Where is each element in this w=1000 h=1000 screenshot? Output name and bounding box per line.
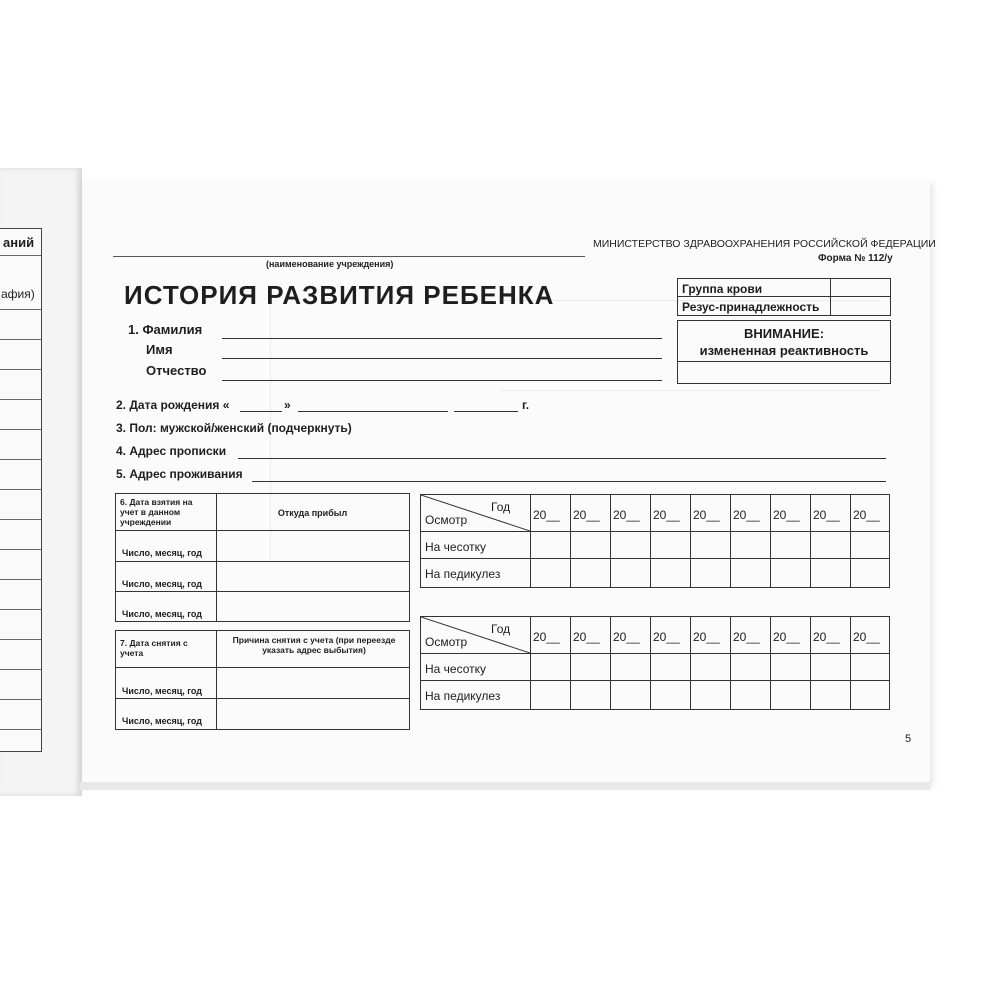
arrived-from-header: Откуда прибыл [277,508,348,518]
year-cell[interactable]: 20__ [693,508,720,522]
year-cell[interactable]: 20__ [813,630,840,644]
birth-year-suffix: г. [522,398,530,412]
page-title: ИСТОРИЯ РАЗВИТИЯ РЕБЕНКА [124,280,555,310]
name-label: Имя [146,342,173,357]
year-cell[interactable]: 20__ [773,630,800,644]
surname-label: 1. Фамилия [128,322,203,337]
patronymic-label: Отчество [146,363,207,378]
attention-subheading: измененная реактивность [699,343,869,358]
exam-label: Осмотр [425,635,468,649]
year-cell[interactable]: 20__ [733,630,760,644]
year-cell[interactable]: 20__ [533,630,560,644]
registration-date-row-3: Число, месяц, год [122,609,203,619]
removal-reason-header: Причина снятия с учета (при переезде указать адрес выбытия) [232,635,396,655]
birth-month-field[interactable] [298,411,448,412]
attention-heading: ВНИМАНИЕ: [743,326,825,341]
page-number: 5 [905,733,912,745]
exam-label: Осмотр [425,513,468,527]
year-cell[interactable]: 20__ [613,508,640,522]
birth-date-close-quote: » [284,398,291,412]
birth-year-field[interactable] [454,411,518,412]
blood-group-label: Группа крови [682,282,763,296]
left-page-subheader-fragment: афия) [1,287,35,301]
exam-table-2 [420,616,890,710]
form-number: Форма № 112/у [818,253,893,264]
registration-date-header: 6. Дата взятия на учет в данном учреждении [120,497,193,527]
removal-date-row-2: Число, месяц, год [122,716,203,726]
sex-label: 3. Пол: мужской/женский (подчеркнуть) [116,421,352,435]
patronymic-field-line[interactable] [222,380,662,381]
removal-table [115,630,410,730]
surname-field-line[interactable] [222,338,662,339]
year-label: Год [491,622,511,636]
year-cell[interactable]: 20__ [813,508,840,522]
left-page-header-fragment: аний [3,235,35,250]
scabies-row-label: На чесотку [425,662,487,676]
year-cell[interactable]: 20__ [653,508,680,522]
year-cell[interactable]: 20__ [573,508,600,522]
year-label: Год [491,500,511,514]
year-cell[interactable]: 20__ [533,508,560,522]
registration-address-field[interactable] [238,458,886,459]
year-cell[interactable]: 20__ [573,630,600,644]
removal-date-row-1: Число, месяц, год [122,686,203,696]
year-cell[interactable]: 20__ [653,630,680,644]
bleed-through-line [500,390,880,391]
birth-day-field[interactable] [240,411,282,412]
left-page-table [0,228,42,752]
residence-address-label: 5. Адрес проживания [116,467,243,481]
scabies-row-label: На чесотку [425,540,487,554]
year-cell[interactable]: 20__ [693,630,720,644]
year-cell[interactable]: 20__ [733,508,760,522]
lice-row-label: На педикулез [425,689,501,703]
residence-address-field[interactable] [252,481,886,482]
year-cell[interactable]: 20__ [853,508,880,522]
blood-box [677,278,891,316]
institution-caption: (наименование учреждения) [266,259,394,269]
rhesus-label: Резус-принадлежность [682,300,820,314]
registration-address-label: 4. Адрес прописки [116,444,227,458]
year-cell[interactable]: 20__ [773,508,800,522]
registration-date-row-1: Число, месяц, год [122,548,203,558]
registration-date-row-2: Число, месяц, год [122,579,203,589]
removal-date-header: 7. Дата снятия с учета [120,638,188,658]
institution-name-line [113,256,585,257]
year-cell[interactable]: 20__ [613,630,640,644]
attention-box [677,320,891,384]
ministry-header: МИНИСТЕРСТВО ЗДРАВООХРАНЕНИЯ РОССИЙСКОЙ ФЕДЕРАЦИИ [593,238,936,250]
page-edge [80,782,930,790]
lice-row-label: На педикулез [425,567,501,581]
name-field-line[interactable] [222,358,662,359]
registration-table [115,493,410,622]
exam-table-1 [420,494,890,588]
birth-date-label: 2. Дата рождения « [116,398,230,412]
year-cell[interactable]: 20__ [853,630,880,644]
left-page [0,168,82,796]
